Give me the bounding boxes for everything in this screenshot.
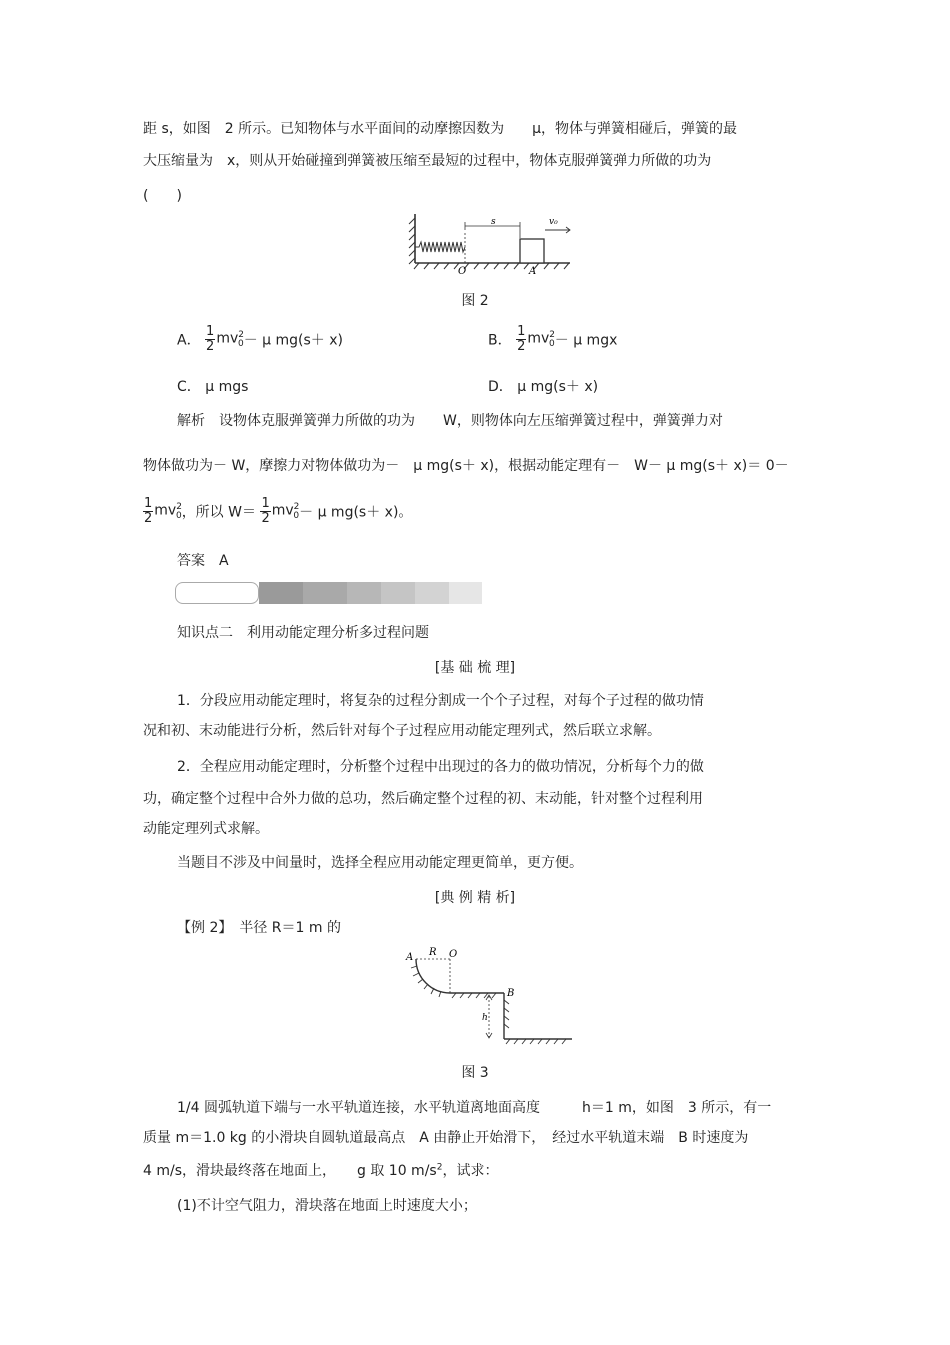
example2-question1: (1)不计空气阻力，滑块落在地面上时速度大小； [177, 1198, 477, 1214]
mv0-squared: $mv^2_0$ [271, 501, 300, 522]
option-c: C． μ mgs [177, 379, 249, 395]
option-d: D． μ mg(s＋ x) [488, 379, 599, 395]
solution-line3-end: － μ mg(s＋ x)。 [299, 504, 413, 521]
bar-seg [381, 582, 415, 604]
solution-line3-mid: ，所以 W＝ [181, 504, 256, 521]
figure-3-caption: 图 3 [461, 1065, 489, 1081]
example2-line1: 1/4 圆弧轨道下端与一水平轨道连接，水平轨道离地面高度 h＝1 m，如图 3 所示，有一 [177, 1100, 772, 1116]
paragraph3: 当题目不涉及中间量时，选择全程应用动能定理更简单，更方便。 [177, 855, 583, 871]
label-h: h [482, 1013, 488, 1023]
option-b-text: － μ mgx [554, 332, 618, 349]
label-O: O [449, 949, 458, 960]
bar-seg [259, 582, 303, 604]
fraction-half: $\frac{1}{2}$ [144, 496, 153, 526]
fraction-half: $\frac{1}{2}$ [261, 496, 270, 526]
option-a [177, 325, 343, 354]
label-B: B [507, 988, 515, 999]
figure-3-arc-track [400, 944, 575, 1046]
superscript-2: 2 [436, 1162, 443, 1173]
label-v0: v₀ [549, 217, 558, 227]
problem-text-line2: 大压缩量为 x，则从开始碰撞到弹簧被压缩至最短的过程中，物体克服弹簧弹力所做的功为 [143, 153, 712, 169]
section-divider-bar [175, 582, 482, 604]
option-b [488, 325, 617, 354]
label-s: s [491, 217, 496, 227]
paragraph1-line1: 1．分段应用动能定理时，将复杂的过程分割成一个个子过程，对每个子过程的做功情 [177, 693, 704, 709]
example2-line3a: 4 m/s，滑块最终落在地面上， g 取 10 m/s [143, 1163, 437, 1179]
fraction-half: $\frac{1}{2}$ [206, 324, 215, 354]
example2-intro: 【例 2】 半径 R＝1 m 的 [177, 920, 341, 936]
mv0-squared: $mv^2_0$ [527, 329, 556, 350]
label-R: R [429, 947, 437, 958]
section-title: 知识点二 利用动能定理分析多过程问题 [177, 625, 429, 641]
mv0-squared: $mv^2_0$ [154, 501, 182, 522]
bar-seg [175, 582, 259, 604]
label-A: A [406, 952, 414, 963]
solution-line2: 物体做功为－ W，摩擦力对物体做功为－ μ mg(s＋ x)，根据动能定理有－ W－ μ mg(s＋ x)＝ 0－ [143, 458, 789, 474]
solution-line1: 解析 设物体克服弹簧弹力所做的功为 W，则物体向左压缩弹簧过程中，弹簧弹力对 [177, 413, 723, 429]
bar-seg [449, 582, 482, 604]
example2-line2: 质量 m＝1.0 kg 的小滑块自圆轨道最高点 A 由静止开始滑下， 经过水平轨道末端 B 时速度为 [143, 1130, 749, 1146]
label-O: O [458, 266, 467, 276]
heading-example-analysis: [典 例 精 析] [434, 890, 516, 906]
paragraph2-line1: 2．全程应用动能定理时，分析整个过程中出现过的各力的做功情况，分析每个力的做 [177, 759, 704, 775]
solution-line3 [143, 497, 412, 526]
label-A: A [529, 266, 537, 276]
example2-line3b: ，试求： [442, 1163, 499, 1179]
bar-seg [415, 582, 449, 604]
paragraph2-line3: 动能定理列式求解。 [143, 821, 269, 837]
heading-basic-review: [基 础 梳 理] [434, 660, 516, 676]
paragraph2-line2: 功，确定整个过程中合外力做的总功，然后确定整个过程的初、末动能，针对整个过程利用 [143, 791, 703, 807]
answer-line: 答案 A [177, 553, 229, 569]
option-b-label: B． [488, 332, 512, 349]
example2-line3 [143, 1160, 498, 1180]
problem-text-line1: 距 s，如图 2 所示。已知物体与水平面间的动摩擦因数为 μ，物体与弹簧相碰后，弹簧的最 [143, 121, 738, 137]
paragraph1-line2: 况和初、末动能进行分析，然后针对每个子过程应用动能定理列式，然后联立求解。 [143, 723, 661, 739]
figure-2-caption: 图 2 [461, 293, 489, 309]
bar-seg [303, 582, 347, 604]
figure-2-spring-block [405, 210, 575, 276]
option-a-text: － μ mg(s＋ x) [243, 332, 344, 349]
mv0-squared: $mv^2_0$ [216, 329, 244, 350]
answer-blank: ( ) [143, 188, 182, 204]
bar-seg [347, 582, 381, 604]
fraction-half: $\frac{1}{2}$ [517, 324, 526, 354]
option-a-label: A． [177, 332, 201, 349]
